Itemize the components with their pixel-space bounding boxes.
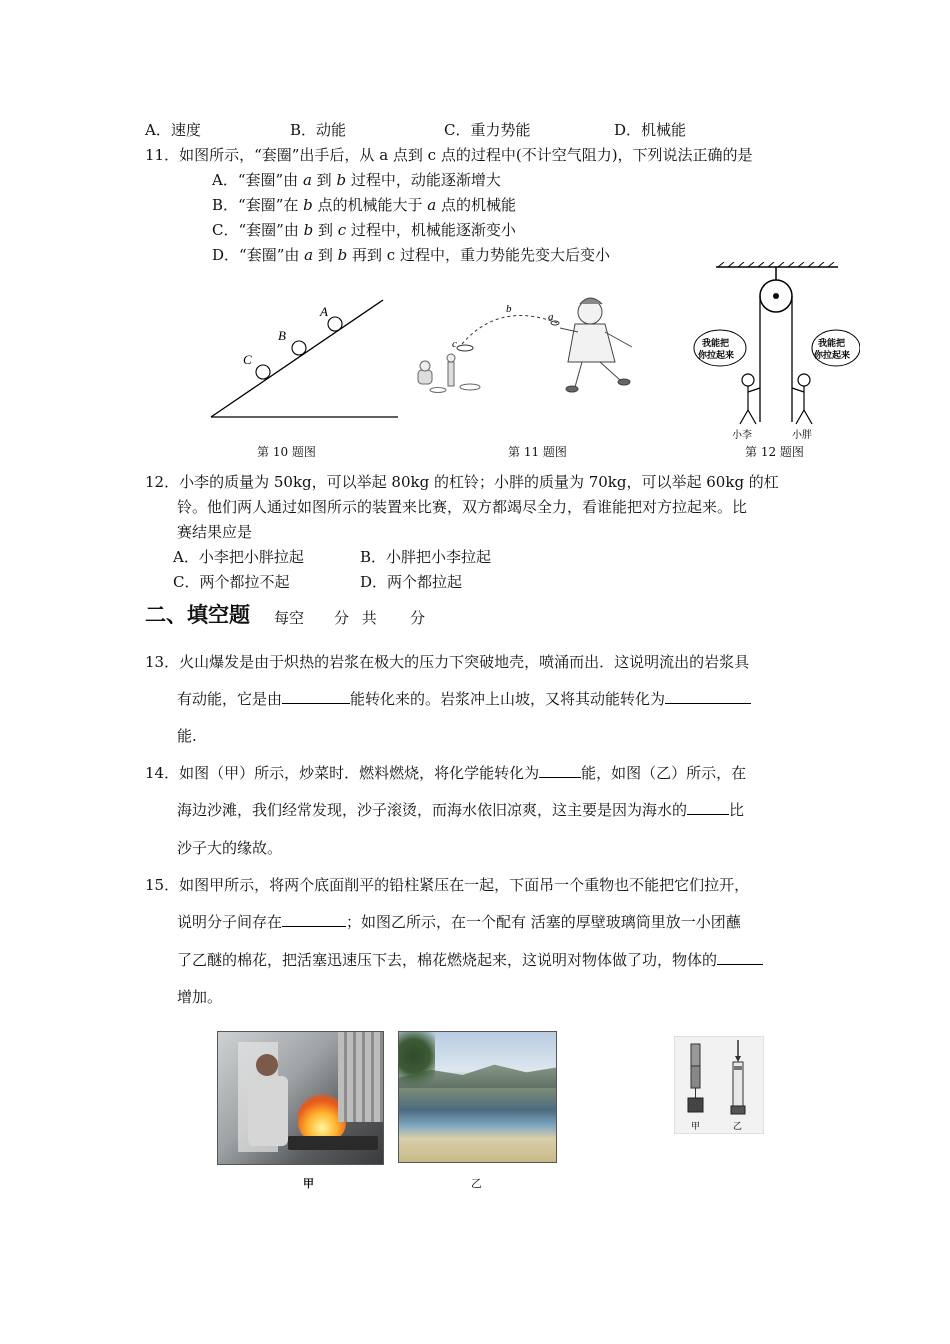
q11-option-c: C．“套圈”由 b 到 c 过程中，机械能逐渐变小	[212, 221, 516, 239]
fig12-name-left: 小李	[732, 430, 752, 441]
fig12-bubble-right-line1: 我能把	[818, 339, 846, 349]
fig10-label-c: C	[243, 352, 252, 367]
photo-beach	[398, 1031, 557, 1163]
fig11-trajectory	[462, 316, 560, 344]
q11-option-a: A．“套圈”由 a 到 b 过程中，动能逐渐增大	[212, 171, 501, 189]
fig10-label-b: B	[278, 328, 286, 343]
photo-cooking-caption: 甲	[303, 1177, 314, 1190]
q10-option-c: C．重力势能	[444, 121, 531, 139]
q12-option-a: A．小李把小胖拉起	[173, 548, 304, 566]
section2-title: 二、填空题	[145, 602, 250, 627]
photo-beach-caption: 乙	[471, 1177, 482, 1190]
q12-line2: 铃。他们两人通过如图所示的装置来比赛，双方都竭尽全力，看谁能把对方拉起来。比	[177, 498, 748, 516]
fig11-toys	[418, 354, 480, 393]
section2-subtitle-a: 每空	[274, 609, 305, 627]
fig10-label-a: A	[320, 304, 328, 319]
section2-subtitle-c: 分	[410, 609, 426, 627]
q12-option-b: B．小胖把小李拉起	[360, 548, 492, 566]
q10-option-a: A．速度	[145, 121, 201, 139]
fig10-ball-b	[292, 341, 306, 355]
fig10-incline-diagram	[205, 290, 405, 425]
q15-line4: 增加。	[177, 988, 223, 1006]
q14-line1: 14．如图（甲）所示，炒菜时．燃料燃烧，将化学能转化为 能，如图（乙）所示，在	[145, 764, 747, 782]
fig10-ball-c	[256, 365, 270, 379]
q11-option-d: D．“套圈”由 a 到 b 再到 c 过程中，重力势能先变大后变小	[212, 246, 610, 264]
q12-line3: 赛结果应是	[177, 523, 253, 541]
q15-blank-2[interactable]	[717, 950, 763, 965]
q15-blank-1[interactable]	[282, 912, 346, 927]
q14-line2: 海边沙滩，我们经常发现，沙子滚烫，而海水依旧凉爽，这主要是因为海水的 比	[177, 801, 745, 819]
fig10-ball-a	[328, 317, 342, 331]
fig11-caption: 第 11 题图	[508, 445, 567, 459]
q13-line1: 13．火山爆发是由于炽热的岩浆在极大的压力下突破地壳，喷涌而出．这说明流出的岩浆具	[145, 653, 750, 671]
fig12-bubble-right-line2: 你拉起来	[814, 351, 851, 361]
q10-option-b: B．动能	[290, 121, 347, 139]
section2-subtitle-b: 分 共	[334, 609, 377, 627]
q12-line1: 12．小李的质量为 50kg，可以举起 80kg 的杠铃；小胖的质量为 70kg，可以举起 60kg 的杠	[145, 473, 779, 491]
fig12-name-right: 小胖	[792, 430, 812, 441]
q14-blank-1[interactable]	[539, 763, 581, 778]
q14-line3: 沙子大的缘故。	[177, 839, 283, 857]
q13-blank-2[interactable]	[665, 689, 751, 704]
fig12-person-right	[792, 374, 812, 424]
q14-blank-2[interactable]	[687, 800, 729, 815]
fig12-caption: 第 12 题图	[745, 445, 804, 459]
q10-option-d: D．机械能	[614, 121, 687, 139]
q12-option-d: D．两个都拉起	[360, 573, 463, 591]
q15-line2: 说明分子间存在 ；如图乙所示，在一个配有 活塞的厚壁玻璃筒里放一小团蘸	[177, 913, 741, 931]
q13-line2: 有动能，它是由 能转化来的。岩浆冲上山坡，又将其动能转化为	[177, 689, 751, 709]
fig12-bubble-left-line2: 你拉起来	[698, 351, 735, 361]
fig11-girl	[560, 298, 632, 392]
photo-cooking	[217, 1031, 384, 1165]
fig12-bubble-left-line1: 我能把	[702, 339, 730, 349]
fig11-ring-toss-diagram	[410, 292, 650, 402]
q11-stem: 11．如图所示，“套圈”出手后，从 a 点到 c 点的过程中(不计空气阻力)，下列说法正确的是	[145, 146, 753, 164]
lead-figure-label-jia: 甲	[691, 1122, 701, 1132]
q13-blank-1[interactable]	[282, 689, 350, 704]
lead-cylinder-syringe-figure	[674, 1036, 764, 1134]
q15-line1: 15．如图甲所示，将两个底面削平的铅柱紧压在一起，下面吊一个重物也不能把它们拉开，	[145, 876, 750, 894]
fig11-ring-c	[457, 345, 473, 351]
fig12-person-left	[740, 374, 760, 424]
q13-line3: 能.	[177, 727, 197, 745]
fig11-label-c: c	[452, 338, 457, 350]
fig11-label-b: b	[506, 303, 512, 315]
fig11-label-a: a	[548, 311, 554, 323]
q11-option-b: B．“套圈”在 b 点的机械能大于 a 点的机械能	[212, 196, 517, 214]
fig10-slope-line	[211, 300, 383, 417]
fig12-pulley-diagram	[688, 262, 860, 442]
q12-option-c: C．两个都拉不起	[173, 573, 290, 591]
lead-figure-label-yi: 乙	[733, 1122, 743, 1132]
q15-line3: 了乙醚的棉花，把活塞迅速压下去，棉花燃烧起来，这说明对物体做了功，物体的	[177, 950, 763, 970]
fig10-caption: 第 10 题图	[257, 445, 316, 459]
